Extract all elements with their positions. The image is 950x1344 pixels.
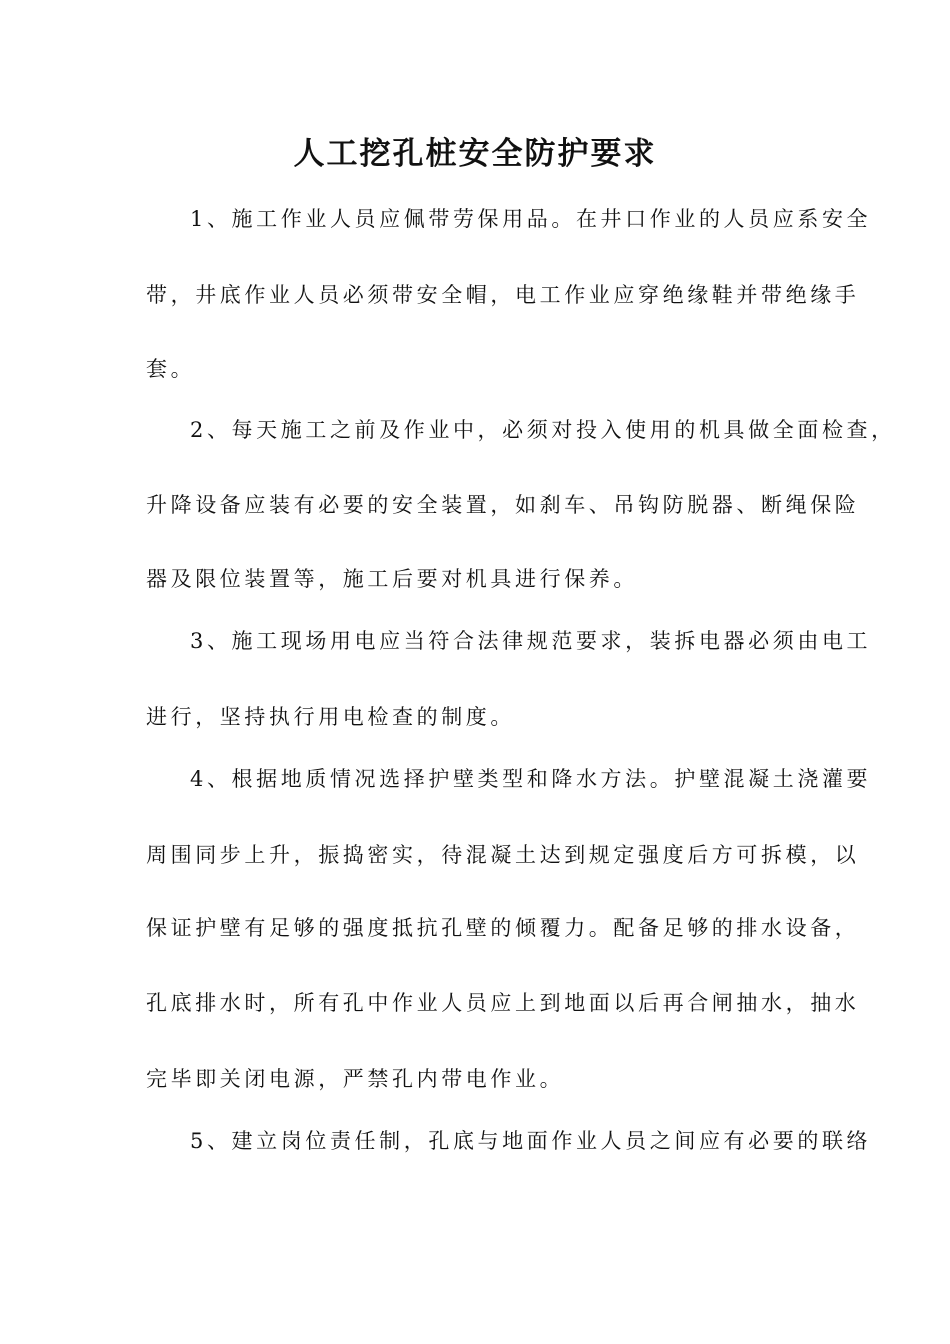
paragraph-5-line-1: 5、建立岗位责任制，孔底与地面作业人员之间应有必要的联络 (190, 1129, 872, 1153)
paragraph-1-line-2: 带，井底作业人员必须带安全帽，电工作业应穿绝缘鞋并带绝缘手 (146, 283, 860, 307)
paragraph-3-line-2: 进行，坚持执行用电检查的制度。 (146, 705, 515, 729)
document-title: 人工挖孔桩安全防护要求 (293, 136, 657, 172)
paragraph-2-line-2: 升降设备应装有必要的安全装置，如刹车、吊钩防脱器、断绳保险 (146, 493, 860, 517)
paragraph-4-line-2: 周围同步上升，振捣密实，待混凝土达到规定强度后方可拆模，以 (146, 843, 860, 867)
paragraph-3-line-1: 3、施工现场用电应当符合法律规范要求，装拆电器必须由电工 (190, 629, 872, 653)
paragraph-2-line-1: 2、每天施工之前及作业中，必须对投入使用的机具做全面检查， (190, 418, 896, 442)
paragraph-4-line-5: 完毕即关闭电源，严禁孔内带电作业。 (146, 1067, 565, 1091)
paragraph-2-line-3: 器及限位装置等，施工后要对机具进行保养。 (146, 567, 638, 591)
paragraph-4-line-3: 保证护壁有足够的强度抵抗孔壁的倾覆力。配备足够的排水设备， (146, 916, 860, 940)
paragraph-4-line-4: 孔底排水时，所有孔中作业人员应上到地面以后再合闸抽水，抽水 (146, 991, 860, 1015)
paragraph-1-line-3: 套。 (146, 357, 196, 381)
paragraph-1-line-1: 1、施工作业人员应佩带劳保用品。在井口作业的人员应系安全 (190, 207, 872, 231)
paragraph-4-line-1: 4、根据地质情况选择护壁类型和降水方法。护壁混凝土浇灌要 (190, 767, 872, 791)
